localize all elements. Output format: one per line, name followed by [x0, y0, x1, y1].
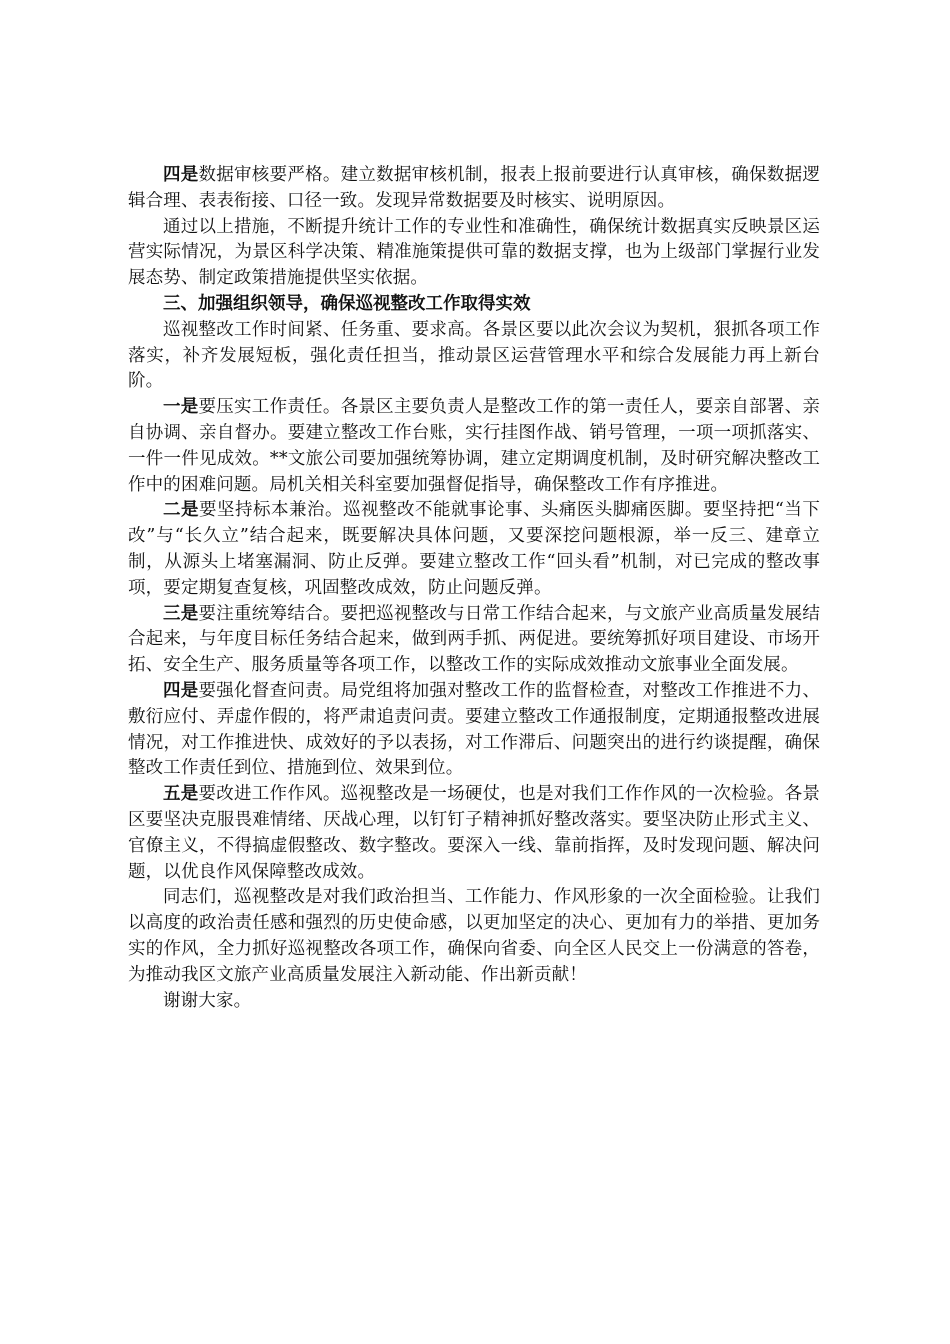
paragraph-text: 要压实工作责任。各景区主要负责人是整改工作的第一责任人，要亲自部署、亲自协调、亲自督办。要建立整改工作台账，实行挂图作战、销号管理，一项一项抓落实、一件一件见成效。**文旅公司要加强统筹协调，建立定期调度机制，及时研究解决整改工作中的困难问题。局机关相关科室要加强督促指导，确保整改工作有序推进。	[128, 397, 820, 495]
paragraph-data-review	[128, 163, 820, 215]
paragraph-point-4	[128, 679, 820, 782]
paragraph-text: 要注重统筹结合。要把巡视整改与日常工作结合起来，与文旅产业高质量发展结合起来，与年度目标任务结合起来，做到两手抓、两促进。要统筹抓好项目建设、市场开拓、安全生产、服务质量等各项工作，以整改工作的实际成效推动文旅事业全面发展。	[128, 603, 820, 676]
paragraph-lead: 二是	[163, 500, 199, 521]
paragraph-thanks	[128, 989, 820, 1015]
paragraph-text: 巡视整改工作时间紧、任务重、要求高。各景区要以此次会议为契机，狠抓各项工作落实，补齐发展短板，强化责任担当，推动景区运营管理水平和综合发展能力再上新台阶。	[128, 319, 820, 392]
document-body	[128, 163, 820, 1014]
paragraph-text: 要强化督查问责。局党组将加强对整改工作的监督检查，对整改工作推进不力、敷衍应付、弄虚作假的，将严肃追责问责。要建立整改工作通报制度，定期通报整改进展情况，对工作推进快、成效好的予以表扬，对工作滞后、问题突出的进行约谈提醒，确保整改工作责任到位、措施到位、效果到位。	[128, 680, 820, 779]
paragraph-text: 谢谢大家。	[163, 990, 252, 1011]
paragraph-lead: 四是	[163, 680, 199, 701]
paragraph-point-5	[128, 782, 820, 885]
paragraph-lead: 三是	[163, 603, 199, 624]
paragraph-point-2	[128, 498, 820, 601]
paragraph-text: 同志们，巡视整改是对我们政治担当、工作能力、作风形象的一次全面检验。让我们以高度的政治责任感和强烈的历史使命感，以更加坚定的决心、更加有力的举措、更加务实的作风，全力抓好巡视整改各项工作，确保向省委、向全区人民交上一份满意的答卷，为推动我区文旅产业高质量发展注入新动能、作出新贡献！	[128, 887, 820, 985]
paragraph-intro-section-3	[128, 318, 820, 395]
paragraph-lead: 一是	[163, 397, 199, 418]
paragraph-point-3	[128, 602, 820, 679]
paragraph-point-1	[128, 395, 820, 498]
paragraph-closing	[128, 885, 820, 988]
paragraph-summary-measures	[128, 215, 820, 292]
paragraph-lead: 五是	[163, 784, 199, 805]
paragraph-text: 数据审核要严格。建立数据审核机制，报表上报前要进行认真审核，确保数据逻辑合理、表表衔接、口径一致。发现异常数据要及时核实、说明原因。	[128, 165, 820, 211]
paragraph-text: 要坚持标本兼治。巡视整改不能就事论事、头痛医头脚痛医脚。要坚持把“当下改”与“长久立”结合起来，既要解决具体问题，又要深挖问题根源，举一反三、建章立制，从源头上堵塞漏洞、防止反弹。要建立整改工作“回头看”机制，对已完成的整改事项，要定期复查复核，巩固整改成效，防止问题反弹。	[128, 500, 820, 598]
paragraph-lead: 四是	[163, 165, 199, 185]
paragraph-text: 通过以上措施，不断提升统计工作的专业性和准确性，确保统计数据真实反映景区运营实际情况，为景区科学决策、精准施策提供可靠的数据支撑，也为上级部门掌握行业发展态势、制定政策措施提供坚实依据。	[128, 216, 820, 289]
section-heading-3: 三、加强组织领导，确保巡视整改工作取得实效	[163, 293, 531, 314]
paragraph-text: 要改进工作作风。巡视整改是一场硬仗，也是对我们工作作风的一次检验。各景区要坚决克服畏难情绪、厌战心理，以钉钉子精神抓好整改落实。要坚决防止形式主义、官僚主义，不得搞虚假整改、数字整改。要深入一线、靠前指挥，及时发现问题、解决问题，以优良作风保障整改成效。	[128, 784, 820, 882]
